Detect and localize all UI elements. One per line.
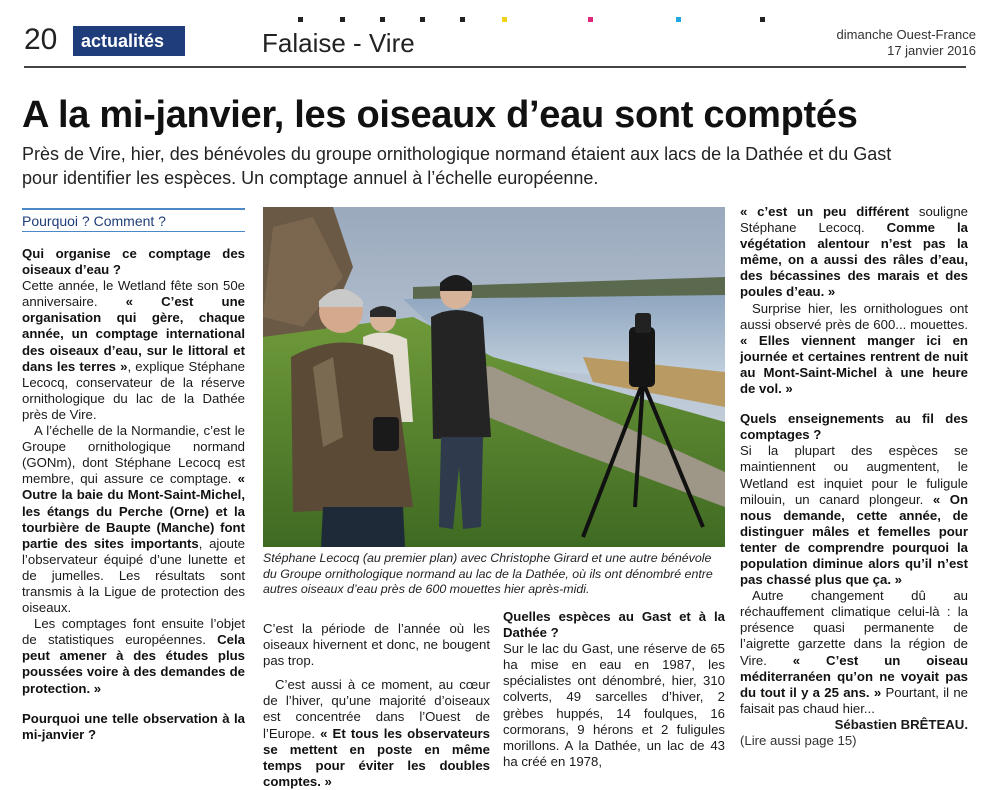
photo-lake-observers (263, 207, 725, 547)
paragraph: Si la plupart des espèces se maintiennent ou augmentent, le Wetland est inquiet pour le fuligule milouin, un canard plongeur. « On nous demande, cette année, de distinguer mâles et femelles pour tenter de comprendre pourquoi la population diminue alors qu’il n’est pas chassé plus que ça. » (740, 443, 969, 588)
column-1 (22, 246, 245, 743)
publication-date: 17 janvier 2016 (887, 43, 976, 58)
paragraph: A l’échelle de la Normandie, c’est le Groupe ornithologique normand (GONm), dont Stéphane Lecocq est membre, qui assure ce comptage. « Outre la baie du Mont-Saint-Michel, les étangs du Perche (Orne) et la tourbière de Baupte (Manche) font partie des sites importants, ajoute l’observateur équipé d’une lunette et de jumelles. Les résultats sont transmis à la Ligue de protection des oiseaux. (22, 423, 246, 616)
registration-mark (502, 17, 507, 22)
question-heading: Qui organise ce comptage des oiseaux d’eau ? (22, 246, 245, 278)
headline: A la mi-janvier, les oiseaux d’eau sont comptés (22, 94, 858, 136)
rubric-label: Pourquoi ? Comment ? (22, 208, 245, 232)
paragraph: C’est aussi à ce moment, au cœur de l’hiver, qu’une majorité d’oiseaux est concentrée dans l’Ouest de l’Europe. « Et tous les observateurs se mettent en poste en même temps pour éviter les doubles comptes. » (263, 677, 490, 789)
question-heading: Pourquoi une telle observation à la mi-janvier ? (22, 710, 245, 742)
standfirst: Près de Vire, hier, des bénévoles du groupe ornithologique normand étaient aux lacs de la Dathée et du Gast pour identifier les espèces. Un comptage annuel à l’échelle européenne. (22, 144, 892, 188)
registration-mark (676, 17, 681, 22)
paragraph: Sur le lac du Gast, une réserve de 65 ha mise en eau en 1987, les spécialistes ont dénombré, hier, 310 colverts, 49 sarcelles d’hiver, 2 grèbes huppés, 14 foulques, 16 cormorans, 9 hérons et 2 fuligules morillons. A la Dathée, un lac de 43 ha créé en 1978, (503, 641, 725, 769)
registration-mark (380, 17, 385, 22)
paragraph: Les comptages font ensuite l’objet de statistiques européennes. Cela peut amener à des études plus poussées voire à des demandes de protection. » (22, 616, 245, 696)
edition-name: Falaise - Vire (262, 28, 415, 58)
page-number: 20 (24, 23, 58, 56)
publication-name: dimanche Ouest-France (836, 27, 976, 42)
paragraph: C’est la période de l’année où les oiseaux hivernent et donc, ne bougent pas trop. (263, 621, 490, 669)
header-rule (24, 66, 966, 68)
registration-mark (760, 17, 765, 22)
column-2 (263, 621, 490, 790)
registration-mark (420, 17, 425, 22)
registration-mark (298, 17, 303, 22)
registration-mark (588, 17, 593, 22)
paragraph: Cette année, le Wetland fête son 50e anniversaire. « C’est une organisation qui gère, chaque année, un comptage international des oiseaux d’eau, sur le littoral et dans les terres », explique Stéphane Lecocq, conservateur de la réserve ornithologique du lac de la Dathée près de Vire. (22, 278, 245, 422)
see-also-note: (Lire aussi page 15) (740, 733, 857, 748)
dateline (837, 27, 976, 59)
byline: Sébastien BRÊTEAU. (834, 716, 968, 732)
column-4 (740, 204, 968, 749)
paragraph: Autre changement dû au réchauffement climatique celui-là : la présence quasi permanente de l’aigrette garzette dans la région de Vire. « C’est un oiseau méditerranéen qu’on ne voyait pas du tout il y a 25 ans. » Pourtant, il ne faisait pas chaud hier... (740, 588, 968, 716)
paragraph: « c’est un peu différent souligne Stéphane Lecocq. Comme la végétation alentour n’est pas la même, on a aussi des râles d’eau, des bécassines des marais et des poules d’eau. » (740, 204, 968, 300)
registration-marks (298, 17, 778, 23)
question-heading: Quelles espèces au Gast et à la Dathée ? (503, 609, 725, 641)
paragraph: Surprise hier, les ornithologues ont aussi observé près de 600... mouettes. « Elles viennent manger ici en journée et certaines rentrent de nuit au Mont-Saint-Michel à une heure de vol. » (740, 300, 968, 397)
column-3 (503, 609, 725, 770)
photo-caption: Stéphane Lecocq (au premier plan) avec Christophe Girard et une autre bénévole du Groupe ornithologique normand au lac de la Dathée, où ils ont dénombré entre autres oiseaux d’eau près de 600 mouettes hier après-midi. (263, 551, 713, 596)
question-heading: Quels enseignements au fil des comptages ? (740, 411, 968, 443)
section-badge: actualités (73, 26, 185, 56)
registration-mark (460, 17, 465, 22)
registration-mark (340, 17, 345, 22)
